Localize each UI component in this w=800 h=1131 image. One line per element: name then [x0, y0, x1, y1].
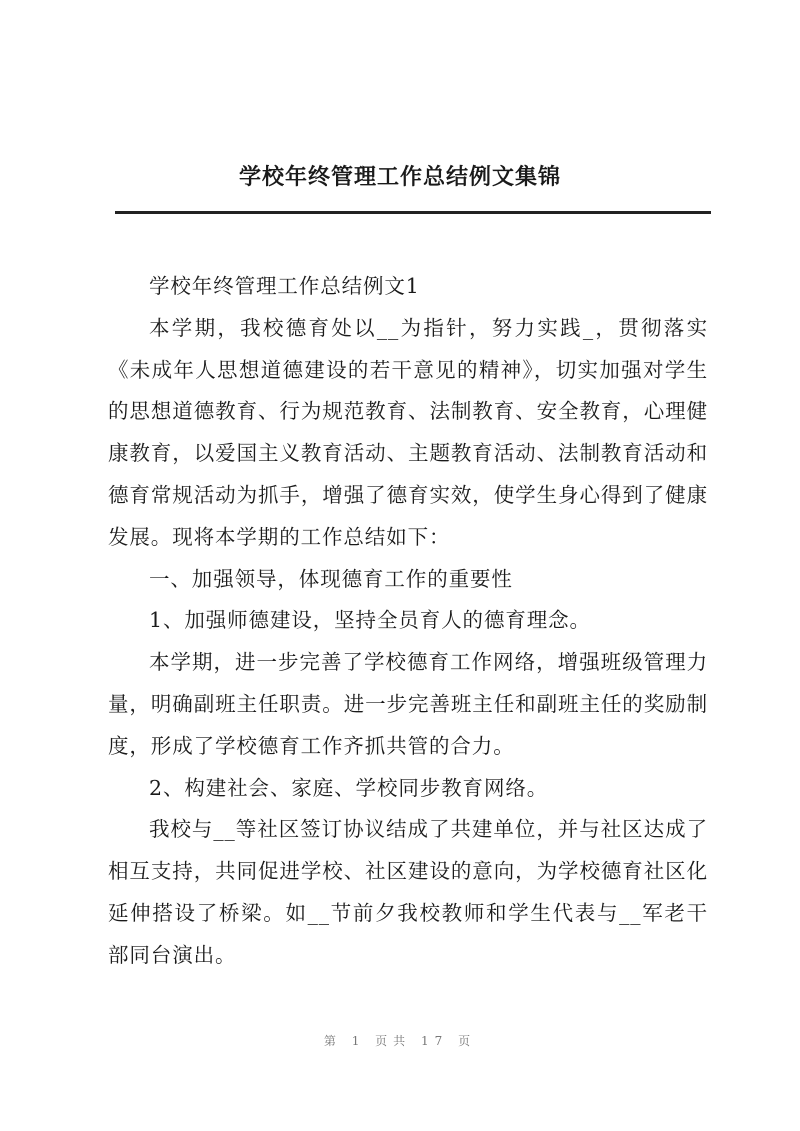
document-title: 学校年终管理工作总结例文集锦	[238, 164, 561, 190]
footer-total-pages: 17	[421, 1034, 449, 1048]
subheading: 1、加强师德建设，坚持全员育人的德育理念。	[149, 608, 591, 633]
page-footer	[0, 1032, 800, 1049]
title-divider	[115, 211, 711, 214]
footer-suffix: 页	[458, 1034, 477, 1048]
footer-page-number: 1	[351, 1034, 366, 1048]
section-heading: 学校年终管理工作总结例文1	[149, 274, 420, 298]
footer-middle: 页共	[375, 1034, 412, 1048]
document-body	[108, 266, 708, 977]
paragraph: 本学期，我校德育处以__为指针，努力实践_，贯彻落实《未成年人思想道德建设的若干意见的精神》，切实加强对学生的思想道德教育、行为规范教育、法制教育、安全教育，心理健康教育，以爱国主义教育活动、主题教育活动、法制教育活动和德育常规活动为抓手，增强了德育实效，使学生身心得到了健康发展。现将本学期的工作总结如下：	[108, 315, 708, 549]
paragraph: 我校与__等社区签订协议结成了共建单位，并与社区达成了相互支持，共同促进学校、社区建设的意向，为学校德育社区化延伸搭设了桥梁。如__节前夕我校教师和学生代表与__军老干部同台演出。	[108, 817, 708, 967]
subheading: 2、构建社会、家庭、学校同步教育网络。	[149, 775, 549, 800]
footer-prefix: 第	[323, 1034, 342, 1048]
subheading: 一、加强领导，体现德育工作的重要性	[149, 566, 513, 591]
paragraph: 本学期，进一步完善了学校德育工作网络，增强班级管理力量，明确副班主任职责。进一步完善班主任和副班主任的奖励制度，形成了学校德育工作齐抓共管的合力。	[108, 650, 708, 758]
